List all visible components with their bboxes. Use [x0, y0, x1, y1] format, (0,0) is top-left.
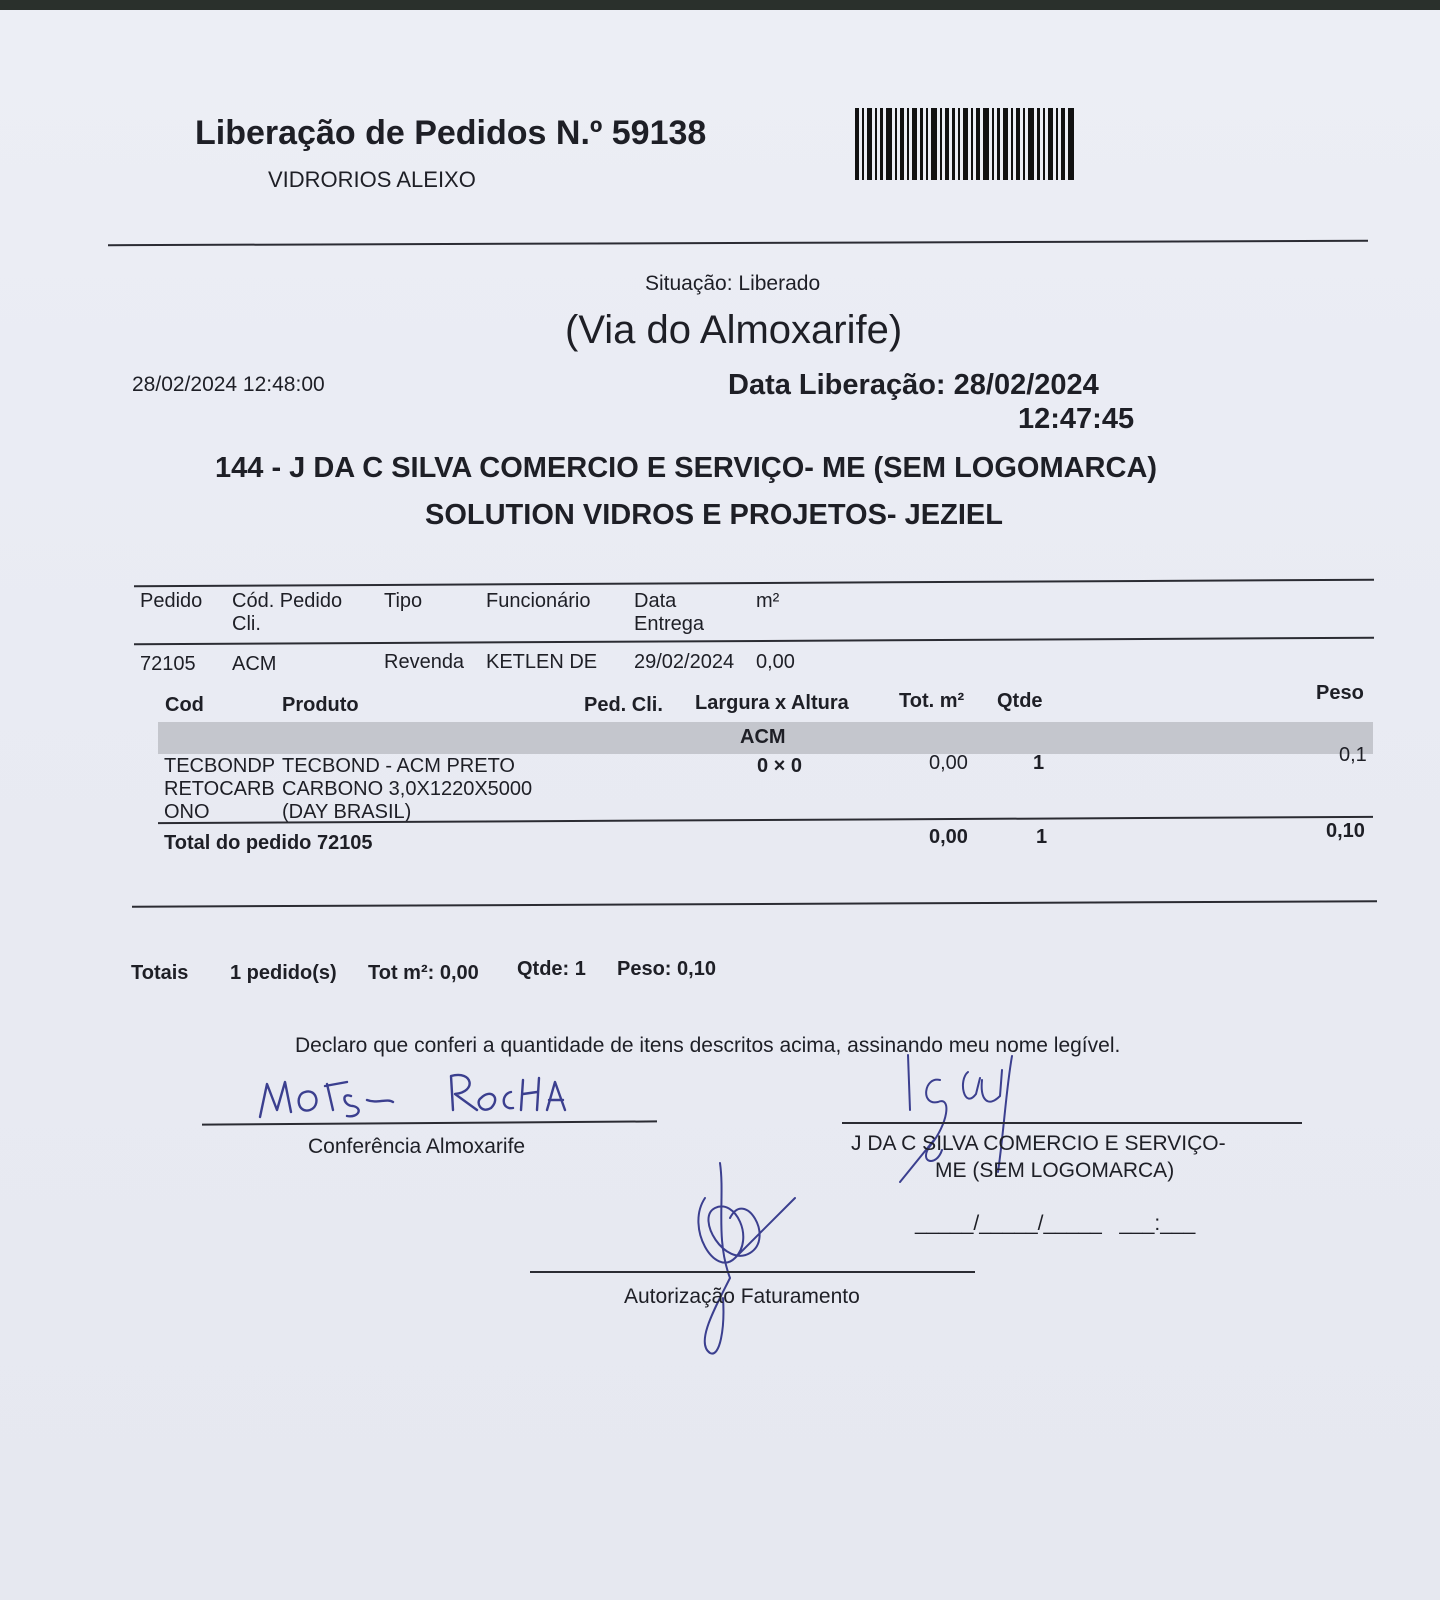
cliente-signature-name-1: J DA C SILVA COMERCIO E SERVIÇO- [851, 1132, 1226, 1155]
table-bottom-rule [132, 900, 1377, 907]
totals-m2: Tot m²: 0,00 [368, 962, 479, 984]
item-produto-line-3: (DAY BRASIL) [282, 801, 412, 823]
col-produto: Produto [282, 694, 359, 716]
company-name: VIDRORIOS ALEIXO [268, 167, 476, 192]
header-divider [108, 240, 1368, 246]
order-total-peso: 0,10 [1326, 820, 1365, 842]
col-qtde: Qtde [997, 690, 1043, 712]
printed-datetime: 28/02/2024 12:48:00 [132, 373, 325, 396]
col-cod: Cod [165, 694, 204, 716]
item-cod-line-2: RETOCARB [164, 778, 275, 800]
barcode [855, 108, 1075, 180]
totals-label: Totais [131, 962, 189, 984]
item-produto-line-2: CARBONO 3,0X1220X5000 [282, 778, 533, 800]
group-label: ACM [740, 726, 786, 748]
row-cod-pedido-cli: ACM [232, 653, 277, 675]
autorizacao-label: Autorização Faturamento [624, 1285, 860, 1308]
col-peso: Peso [1316, 682, 1364, 704]
date-time-blank: _____/_____/_____ ___:___ [915, 1212, 1196, 1235]
item-tot-m2: 0,00 [929, 752, 968, 774]
row-data-entrega: 29/02/2024 [634, 651, 735, 673]
client-name: 144 - J DA C SILVA COMERCIO E SERVIÇO- ME (SEM LOGOMARCA) [215, 452, 1158, 484]
order-table-header-rule [134, 637, 1374, 645]
col-tot-m2: Tot. m² [899, 690, 965, 712]
document-title: Liberação de Pedidos N.º 59138 [195, 114, 707, 152]
item-dimensions: 0 × 0 [757, 755, 803, 777]
col-pedido: Pedido [140, 590, 203, 612]
totals-qtde: Qtde: 1 [517, 958, 586, 980]
item-produto-line-1: TECBOND - ACM PRETO [282, 755, 515, 777]
order-total-qtde: 1 [1036, 826, 1048, 848]
col-ped-cli: Ped. Cli. [584, 694, 663, 716]
order-total-label: Total do pedido 72105 [164, 832, 373, 854]
document-page [0, 10, 1440, 1600]
cliente-signature-name-2: ME (SEM LOGOMARCA) [935, 1159, 1175, 1182]
release-date: Data Liberação: 28/02/2024 [728, 369, 1099, 401]
declaration-text: Declaro que conferi a quantidade de itens descritos acima, assinando meu nome legível. [295, 1034, 1121, 1057]
totals-peso: Peso: 0,10 [617, 958, 716, 980]
item-cod-line-3: ONO [164, 801, 210, 823]
autorizacao-signature-line [530, 1271, 975, 1273]
col-tipo: Tipo [384, 590, 423, 612]
client-project: SOLUTION VIDROS E PROJETOS- JEZIEL [425, 499, 1003, 531]
item-peso: 0,1 [1339, 744, 1367, 766]
totals-pedidos: 1 pedido(s) [230, 962, 337, 984]
autorizacao-signature [675, 1158, 825, 1358]
status-situacao: Situação: Liberado [645, 272, 821, 295]
row-tipo: Revenda [384, 651, 465, 673]
item-qtde: 1 [1033, 752, 1045, 774]
release-time: 12:47:45 [1018, 403, 1135, 435]
col-funcionario: Funcionário [486, 590, 591, 612]
col-cod-pedido-cli: Cód. Pedido Cli. [232, 590, 343, 635]
cliente-signature-line [842, 1122, 1302, 1124]
row-funcionario: KETLEN DE [486, 651, 598, 673]
col-largura-altura: Largura x Altura [695, 692, 849, 714]
col-m2: m² [756, 590, 780, 612]
row-pedido: 72105 [140, 653, 196, 675]
order-total-m2: 0,00 [929, 826, 968, 848]
order-table-top-rule [134, 579, 1374, 587]
row-m2: 0,00 [756, 651, 795, 673]
col-data-entrega: Data Entrega [634, 590, 705, 635]
item-cod-line-1: TECBONDP [164, 755, 276, 777]
copy-type: (Via do Almoxarife) [565, 308, 903, 352]
conferencia-label: Conferência Almoxarife [308, 1135, 526, 1158]
